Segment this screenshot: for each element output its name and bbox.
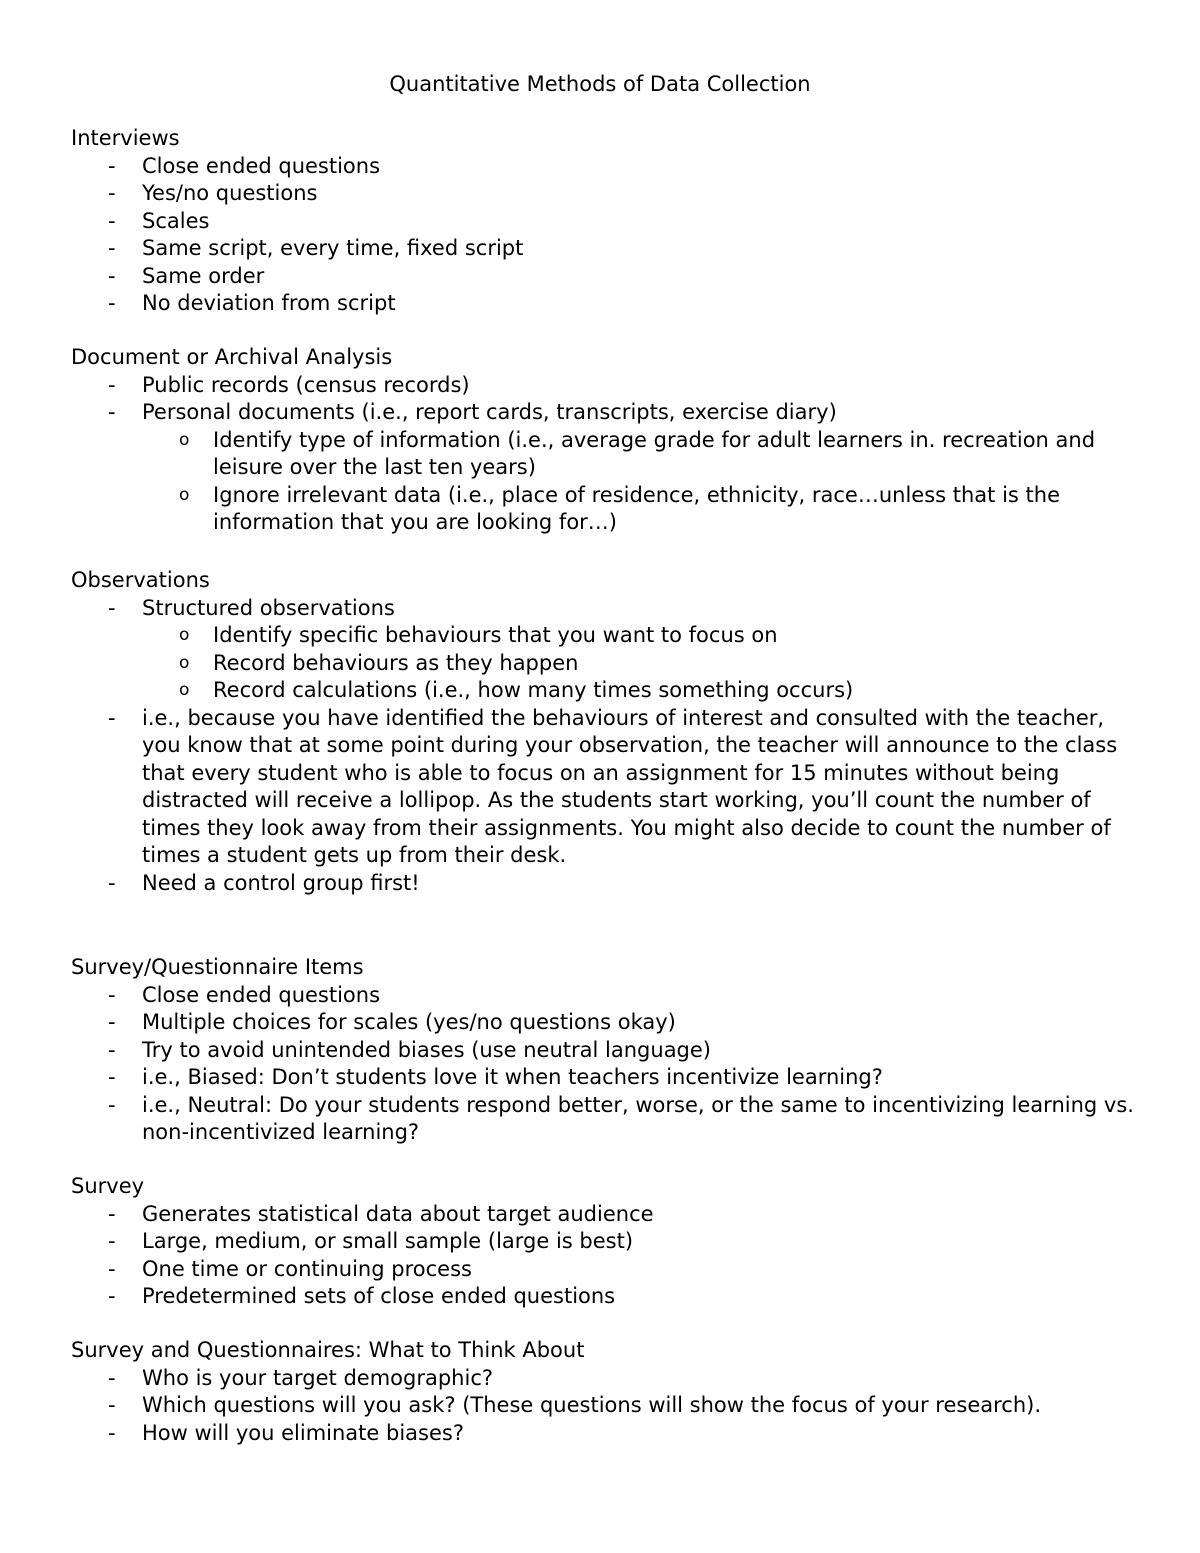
list-item: - Multiple choices for scales (yes/no questions okay)	[71, 1009, 1141, 1037]
list-item: - Large, medium, or small sample (large is best)	[71, 1228, 1141, 1256]
list-item: - Yes/no questions	[71, 180, 1141, 208]
list-item: - Predetermined sets of close ended questions	[71, 1283, 1141, 1311]
sub-list-item: o Identify specific behaviours that you want to focus on	[142, 622, 1141, 650]
dash-bullet: -	[108, 1201, 116, 1226]
circle-bullet: o	[179, 680, 190, 700]
dash-bullet: -	[108, 705, 116, 730]
sub-list-item: o Ignore irrelevant data (i.e., place of residence, ethnicity, race…unless that is the information that you are looking for…)	[179, 482, 1061, 534]
list-item: - i.e., Biased: Don’t students love it when teachers incentivize learning?	[71, 1064, 1141, 1092]
list-item: - Which questions will you ask? (These questions will show the focus of your research).	[71, 1392, 1141, 1420]
dash-bullet: -	[108, 1365, 116, 1390]
dash-bullet: -	[108, 400, 116, 424]
list-item: - i.e., Neutral: Do your students respond better, worse, or the same to incentivizing learning vs. non-incentivized learning?	[108, 1092, 1134, 1144]
sub-bullet-list	[142, 427, 1141, 537]
sub-list-item: o Record calculations (i.e., how many times something occurs)	[142, 677, 1141, 705]
section-heading: Survey and Questionnaires: What to Think About	[71, 1338, 585, 1362]
list-item: - One time or continuing process	[71, 1256, 1141, 1284]
document-title: Quantitative Methods of Data Collection	[389, 72, 811, 96]
dash-bullet: -	[108, 595, 116, 620]
list-item: - Scales	[71, 208, 1141, 236]
section-document-archival-analysis	[71, 344, 1141, 537]
sub-bullet-list	[142, 622, 1141, 705]
circle-bullet: o	[179, 625, 190, 645]
dash-bullet: -	[108, 1037, 116, 1062]
dash-bullet: -	[108, 1393, 116, 1417]
dash-bullet: -	[108, 1284, 116, 1308]
list-item: - Personal documents (i.e., report cards, transcripts, exercise diary) o Identify type of information (i.e., average grade for adult learners in. recreation and leisure over the last ten years) o Ignore irrelevant data (i.e., place of residence, ethnicity, race…unless that is the information that you are looking for…)	[71, 399, 1141, 537]
dash-bullet: -	[108, 236, 116, 260]
bullet-list	[71, 1365, 1141, 1448]
section-what-to-think-about	[71, 1337, 1141, 1447]
dash-bullet: -	[108, 1010, 116, 1034]
dash-bullet: -	[108, 1092, 116, 1117]
dash-bullet: -	[108, 372, 116, 397]
dash-bullet: -	[108, 1256, 116, 1281]
list-item: - Close ended questions	[71, 153, 1141, 181]
dash-bullet: -	[108, 153, 116, 178]
dash-bullet: -	[108, 1065, 116, 1089]
sub-list-item: o Identify type of information (i.e., average grade for adult learners in. recreation and leisure over the last ten years)	[179, 427, 1096, 479]
list-item: - Generates statistical data about target audience	[71, 1201, 1141, 1229]
dash-bullet: -	[108, 1420, 116, 1445]
section-heading: Observations	[71, 568, 210, 592]
dash-bullet: -	[108, 870, 116, 895]
section-interviews	[71, 125, 1141, 318]
list-item: - Structured observations o Identify specific behaviours that you want to focus on o Record behaviours as they happen o Record calculations (i.e., how many times something occurs)	[71, 595, 1141, 705]
list-item: - Same order	[71, 263, 1141, 291]
bullet-list	[71, 153, 1141, 318]
circle-bullet: o	[179, 484, 190, 505]
circle-bullet: o	[179, 429, 190, 450]
section-heading: Survey/Questionnaire Items	[71, 955, 364, 979]
bullet-list	[71, 982, 1141, 1147]
section-observations	[71, 567, 1141, 897]
list-item: - Try to avoid unintended biases (use neutral language)	[71, 1037, 1141, 1065]
list-item: - Who is your target demographic?	[71, 1365, 1141, 1393]
section-heading: Survey	[71, 1174, 145, 1198]
list-item: - i.e., because you have identified the behaviours of interest and consulted with the teacher, you know that at some point during your observation, the teacher will announce to the class that every student who is able to focus on an assignment for 15 minutes without being distracted will receive a lollipop. As the students start working, you’ll count the number of times they look away from their assignments. You might also decide to count the number of times a student gets up from their desk.	[108, 705, 1118, 867]
list-item: - How will you eliminate biases?	[71, 1420, 1141, 1448]
dash-bullet: -	[108, 1229, 116, 1253]
dash-bullet: -	[108, 291, 116, 315]
dash-bullet: -	[108, 208, 116, 233]
bullet-list	[71, 1201, 1141, 1311]
list-item: - Public records (census records)	[71, 372, 1141, 400]
dash-bullet: -	[108, 982, 116, 1007]
section-survey-questionnaire-items	[71, 954, 1141, 1147]
list-item: - No deviation from script	[71, 290, 1141, 318]
list-item: - Same script, every time, fixed script	[71, 235, 1141, 263]
section-heading: Document or Archival Analysis	[71, 345, 393, 369]
bullet-list	[71, 372, 1141, 537]
dash-bullet: -	[108, 263, 116, 288]
list-item: - Close ended questions	[71, 982, 1141, 1010]
list-item: - Need a control group first!	[71, 870, 1141, 898]
section-survey	[71, 1173, 1141, 1311]
dash-bullet: -	[108, 181, 116, 205]
bullet-list	[71, 595, 1141, 898]
section-heading: Interviews	[71, 126, 180, 150]
sub-list-item: o Record behaviours as they happen	[142, 650, 1141, 678]
circle-bullet: o	[179, 652, 190, 673]
